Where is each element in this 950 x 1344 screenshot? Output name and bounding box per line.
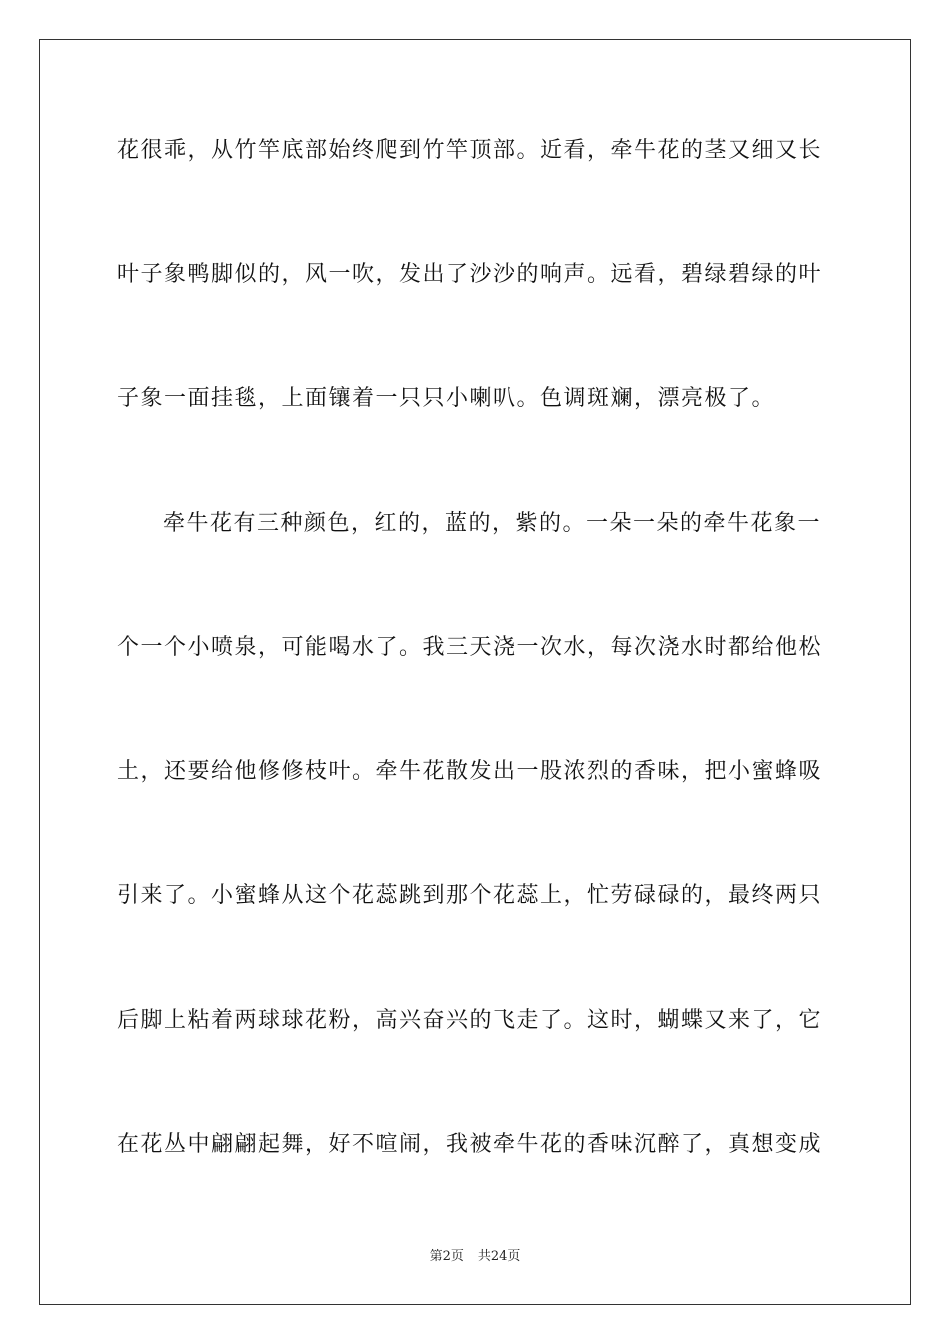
paragraph-line: 后脚上粘着两球球花粉，高兴奋兴的飞走了。这时，蝴蝶又来了，它 [117,1008,823,1033]
paragraph-line: 花很乖，从竹竿底部始终爬到竹竿顶部。近看，牵牛花的茎又细又长 [117,138,823,163]
paragraph-line: 土，还要给他修修枝叶。牵牛花散发出一股浓烈的香味，把小蜜蜂吸 [117,759,823,784]
paragraph-line: 叶子象鸭脚似的，风一吹，发出了沙沙的响声。远看，碧绿碧绿的叶 [117,262,823,287]
paragraph-line: 个一个小喷泉，可能喝水了。我三天浇一次水，每次浇水时都给他松 [117,635,823,660]
paragraph-line: 牵牛花有三种颜色，红的，蓝的，紫的。一朵一朵的牵牛花象一 [163,511,822,536]
page-footer [0,1248,950,1266]
page-number: 第2页 [429,1249,464,1264]
page-border [39,39,911,1305]
paragraph-line: 子象一面挂毯，上面镶着一只只小喇叭。色调斑斓，漂亮极了。 [117,386,776,411]
page-total: 共24页 [477,1249,521,1264]
paragraph-line: 引来了。小蜜蜂从这个花蕊跳到那个花蕊上，忙劳碌碌的，最终两只 [117,883,823,908]
paragraph-line: 在花丛中翩翩起舞，好不喧闹，我被牵牛花的香味沉醉了，真想变成 [117,1132,823,1157]
